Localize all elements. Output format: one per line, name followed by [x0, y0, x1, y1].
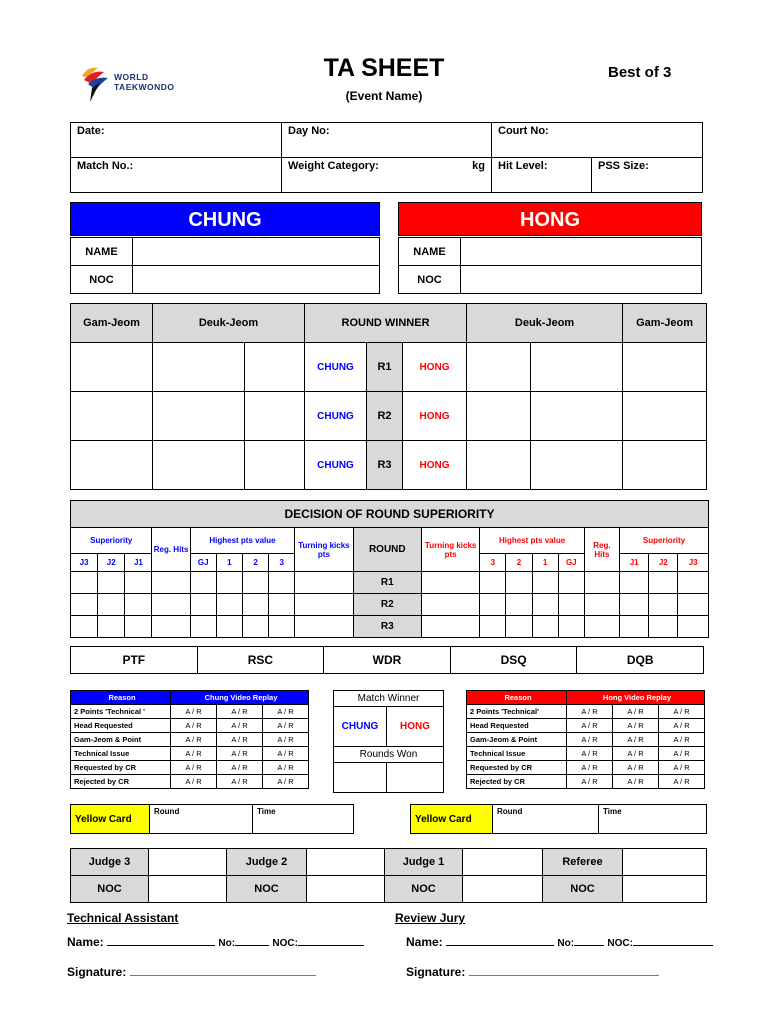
hong-yellow-card-round[interactable]: Round — [493, 805, 599, 834]
hong-name-field[interactable] — [461, 238, 702, 266]
match-winner-title: Match Winner — [334, 691, 444, 707]
hong-deuk-jeom-cell[interactable] — [531, 343, 623, 392]
dec-cell[interactable] — [242, 616, 268, 638]
judge-1-label: Judge 1 — [385, 849, 463, 876]
hong-deuk-jeom-cell[interactable] — [467, 343, 531, 392]
chung-name-label: NAME — [71, 238, 133, 266]
day-no-field[interactable]: Day No: — [282, 123, 492, 158]
dec-cell[interactable] — [532, 572, 558, 594]
ar-cell[interactable]: A / R — [659, 733, 705, 747]
dec-cell[interactable] — [421, 594, 479, 616]
round-winner-hong[interactable]: HONG — [403, 392, 467, 441]
ar-cell[interactable]: A / R — [217, 775, 263, 789]
best-of-label: Best of 3 — [608, 64, 672, 81]
hong-deuk-jeom-cell[interactable] — [467, 441, 531, 490]
chung-gam-jeom-cell[interactable] — [71, 343, 153, 392]
dec-cell[interactable] — [71, 572, 98, 594]
dec-cell[interactable] — [584, 572, 619, 594]
referee-noc-field[interactable] — [623, 876, 707, 903]
round-winner-chung[interactable]: CHUNG — [305, 392, 367, 441]
dec-cell[interactable] — [558, 572, 584, 594]
dec-cell[interactable] — [216, 572, 242, 594]
round-score-table — [70, 303, 707, 490]
weight-category-label: Weight Category: — [288, 160, 379, 172]
ar-cell[interactable]: A / R — [217, 705, 263, 719]
replay-reason: 2 Points 'Technical' — [467, 705, 567, 719]
judge-2-field[interactable] — [307, 849, 385, 876]
dec-cell[interactable] — [190, 594, 216, 616]
hong-gam-jeom-cell[interactable] — [623, 343, 707, 392]
chung-judge-label: J3 — [71, 554, 98, 572]
dec-cell[interactable] — [216, 594, 242, 616]
replay-reason: 2 Points 'Technical ' — [71, 705, 171, 719]
event-name: (Event Name) — [345, 89, 423, 103]
hong-reason-header: Reason — [467, 691, 567, 705]
dec-cell[interactable] — [295, 616, 353, 638]
dec-cell[interactable] — [506, 616, 532, 638]
dec-cell[interactable] — [532, 616, 558, 638]
ta-no-line[interactable] — [235, 945, 269, 946]
ar-cell[interactable]: A / R — [613, 705, 659, 719]
dec-cell[interactable] — [584, 616, 619, 638]
replay-reason: Technical Issue — [71, 747, 171, 761]
chung-video-replay-header: Chung Video Replay — [171, 691, 309, 705]
result-rsc[interactable]: RSC — [197, 647, 324, 674]
replay-reason: Head Requested — [467, 719, 567, 733]
result-ptf[interactable]: PTF — [71, 647, 198, 674]
ar-cell[interactable]: A / R — [263, 705, 309, 719]
dec-cell[interactable] — [152, 594, 190, 616]
replay-reason: Technical Issue — [467, 747, 567, 761]
ta-name-row — [67, 935, 364, 949]
dec-cell[interactable] — [421, 616, 479, 638]
ta-signature-line[interactable] — [130, 975, 316, 976]
logo-text-line2: TAEKWONDO — [114, 82, 175, 92]
result-wdr[interactable]: WDR — [324, 647, 451, 674]
judge-2-label: Judge 2 — [227, 849, 307, 876]
dec-cell[interactable] — [506, 594, 532, 616]
chung-superiority-header: Superiority — [71, 528, 152, 554]
judge-1-noc-field[interactable] — [463, 876, 543, 903]
court-no-field[interactable]: Court No: — [492, 123, 703, 158]
hong-superiority-header: Superiority — [620, 528, 709, 554]
ar-cell[interactable]: A / R — [217, 761, 263, 775]
superiority-round-label: R2 — [353, 594, 421, 616]
round-superiority-table — [70, 500, 709, 638]
result-dqb[interactable]: DQB — [577, 647, 704, 674]
chung-deuk-jeom-cell[interactable] — [245, 343, 305, 392]
match-winner-hong[interactable]: HONG — [387, 707, 444, 747]
rj-no-line[interactable] — [574, 945, 604, 946]
dec-cell[interactable] — [152, 616, 190, 638]
dec-cell[interactable] — [480, 616, 506, 638]
ar-cell[interactable]: A / R — [263, 747, 309, 761]
dec-cell[interactable] — [269, 616, 295, 638]
chung-highest-pts-header: Highest pts value — [190, 528, 295, 554]
chung-athlete-table — [70, 237, 380, 294]
judge-3-field[interactable] — [149, 849, 227, 876]
dec-cell[interactable] — [125, 616, 152, 638]
judge-1-noc-label: NOC — [385, 876, 463, 903]
dec-cell[interactable] — [295, 572, 353, 594]
hong-yellow-card-table — [410, 804, 707, 834]
ta-name-line[interactable] — [107, 945, 215, 946]
ar-cell[interactable]: A / R — [263, 719, 309, 733]
rj-name-line[interactable] — [446, 945, 554, 946]
ar-cell[interactable]: A / R — [217, 747, 263, 761]
superiority-row-r3 — [71, 616, 709, 638]
hong-rounds-won-cell[interactable] — [387, 763, 444, 793]
judge-3-label: Judge 3 — [71, 849, 149, 876]
dec-cell[interactable] — [421, 572, 479, 594]
chung-reason-header: Reason — [71, 691, 171, 705]
round-label: R2 — [367, 392, 403, 441]
chung-noc-label: NOC — [71, 266, 133, 294]
ar-cell[interactable]: A / R — [659, 761, 705, 775]
superiority-row-r1 — [71, 572, 709, 594]
replay-reason: Gam-Jeom & Point — [467, 733, 567, 747]
hong-name-label: NAME — [399, 238, 461, 266]
hong-athlete-table — [398, 237, 702, 294]
ar-cell[interactable]: A / R — [659, 705, 705, 719]
superiority-round-label: R3 — [353, 616, 421, 638]
ar-cell[interactable]: A / R — [613, 761, 659, 775]
dec-cell[interactable] — [584, 594, 619, 616]
judge-3-noc-label: NOC — [71, 876, 149, 903]
replay-reason: Requested by CR — [71, 761, 171, 775]
chung-pts-label: GJ — [190, 554, 216, 572]
hong-highest-pts-header: Highest pts value — [480, 528, 585, 554]
ar-cell[interactable]: A / R — [171, 733, 217, 747]
hong-deuk-jeom-cell[interactable] — [531, 392, 623, 441]
rj-noc-line[interactable] — [633, 945, 713, 946]
hong-judge-label: J1 — [620, 554, 649, 572]
round-winner-chung[interactable]: CHUNG — [305, 441, 367, 490]
chung-reg-hits-header: Reg. Hits — [152, 528, 190, 572]
rounds-won-label: Rounds Won — [334, 747, 444, 763]
match-winner-chung[interactable]: CHUNG — [334, 707, 387, 747]
ta-signature-row — [67, 965, 316, 979]
dec-cell[interactable] — [558, 616, 584, 638]
ar-cell[interactable]: A / R — [171, 705, 217, 719]
superiority-title: DECISION OF ROUND SUPERIORITY — [71, 501, 709, 528]
hong-turning-kicks-header: Turning kicks pts — [421, 528, 479, 572]
replay-reason: Requested by CR — [467, 761, 567, 775]
hong-gam-jeom-header: Gam-Jeom — [623, 304, 707, 343]
ar-cell[interactable]: A / R — [659, 775, 705, 789]
chung-name-field[interactable] — [133, 238, 380, 266]
ar-cell[interactable]: A / R — [567, 705, 613, 719]
kg-unit: kg — [472, 160, 485, 172]
round-winner-chung[interactable]: CHUNG — [305, 343, 367, 392]
chung-turning-kicks-header: Turning kicks pts — [295, 528, 353, 572]
round-label: R3 — [367, 441, 403, 490]
chung-judge-label: J1 — [125, 554, 152, 572]
ar-cell[interactable]: A / R — [171, 747, 217, 761]
ar-cell[interactable]: A / R — [171, 761, 217, 775]
judge-2-noc-field[interactable] — [307, 876, 385, 903]
chung-yellow-card-label: Yellow Card — [71, 805, 150, 834]
ar-cell[interactable]: A / R — [263, 733, 309, 747]
officials-table — [70, 848, 707, 903]
pss-size-field[interactable]: PSS Size: — [592, 158, 703, 193]
chung-pts-label: 2 — [242, 554, 268, 572]
hong-gam-jeom-cell[interactable] — [623, 392, 707, 441]
match-no-field[interactable]: Match No.: — [71, 158, 282, 193]
date-field[interactable]: Date: — [71, 123, 282, 158]
round-label: R1 — [367, 343, 403, 392]
replay-reason: Rejected by CR — [71, 775, 171, 789]
chung-judge-label: J2 — [98, 554, 125, 572]
chung-video-replay-table — [70, 690, 309, 789]
hong-pts-label: 2 — [506, 554, 532, 572]
ar-cell[interactable]: A / R — [567, 775, 613, 789]
replay-reason: Rejected by CR — [467, 775, 567, 789]
hong-judge-label: J3 — [678, 554, 709, 572]
dec-cell[interactable] — [269, 594, 295, 616]
dec-cell[interactable] — [216, 616, 242, 638]
match-winner-table — [333, 690, 444, 793]
dec-cell[interactable] — [125, 572, 152, 594]
hong-noc-field[interactable] — [461, 266, 702, 294]
score-row-r1 — [71, 343, 707, 392]
dec-cell[interactable] — [558, 594, 584, 616]
dec-cell[interactable] — [678, 616, 709, 638]
dec-cell[interactable] — [242, 594, 268, 616]
dec-cell[interactable] — [71, 616, 98, 638]
chung-gam-jeom-cell[interactable] — [71, 392, 153, 441]
ar-cell[interactable]: A / R — [567, 747, 613, 761]
referee-field[interactable] — [623, 849, 707, 876]
ar-cell[interactable]: A / R — [217, 719, 263, 733]
dec-cell[interactable] — [242, 572, 268, 594]
chung-yellow-card-time[interactable]: Time — [253, 805, 354, 834]
dec-cell[interactable] — [678, 572, 709, 594]
ar-cell[interactable]: A / R — [567, 761, 613, 775]
ar-cell[interactable]: A / R — [171, 719, 217, 733]
match-info-table — [70, 122, 703, 193]
dec-cell[interactable] — [678, 594, 709, 616]
ta-name-label: Name: — [67, 935, 104, 949]
ta-noc-label: NOC: — [272, 938, 298, 949]
chung-deuk-jeom-cell[interactable] — [245, 441, 305, 490]
ar-cell[interactable]: A / R — [567, 733, 613, 747]
hit-level-field[interactable]: Hit Level: — [492, 158, 592, 193]
rj-signature-row — [406, 965, 659, 979]
round-winner-header: ROUND WINNER — [305, 304, 467, 343]
hong-pts-label: 1 — [532, 554, 558, 572]
score-row-r2 — [71, 392, 707, 441]
ar-cell[interactable]: A / R — [263, 775, 309, 789]
rj-signature-line[interactable] — [469, 975, 659, 976]
ar-cell[interactable]: A / R — [263, 761, 309, 775]
judge-2-noc-label: NOC — [227, 876, 307, 903]
rj-signature-label: Signature: — [406, 965, 466, 979]
dec-cell[interactable] — [98, 616, 125, 638]
superiority-row-r2 — [71, 594, 709, 616]
chung-deuk-jeom-cell[interactable] — [153, 343, 245, 392]
dec-cell[interactable] — [295, 594, 353, 616]
ar-cell[interactable]: A / R — [613, 733, 659, 747]
referee-noc-label: NOC — [543, 876, 623, 903]
chung-banner: CHUNG — [70, 202, 380, 236]
ar-cell[interactable]: A / R — [659, 719, 705, 733]
chung-yellow-card-table — [70, 804, 354, 834]
round-winner-hong[interactable]: HONG — [403, 441, 467, 490]
review-jury-heading: Review Jury — [395, 911, 466, 925]
judge-3-noc-field[interactable] — [149, 876, 227, 903]
hong-deuk-jeom-cell[interactable] — [531, 441, 623, 490]
dec-cell[interactable] — [190, 572, 216, 594]
ta-no-label: No: — [218, 938, 236, 949]
dec-cell[interactable] — [71, 594, 98, 616]
dec-cell[interactable] — [649, 572, 678, 594]
dec-cell[interactable] — [125, 594, 152, 616]
hong-yellow-card-label: Yellow Card — [411, 805, 493, 834]
dec-cell[interactable] — [532, 594, 558, 616]
chung-gam-jeom-header: Gam-Jeom — [71, 304, 153, 343]
dec-cell[interactable] — [620, 616, 649, 638]
rj-noc-label: NOC: — [607, 938, 633, 949]
dec-cell[interactable] — [98, 572, 125, 594]
hong-noc-label: NOC — [399, 266, 461, 294]
result-dsq[interactable]: DSQ — [450, 647, 577, 674]
chung-deuk-jeom-cell[interactable] — [153, 441, 245, 490]
logo-text-line1: WORLD — [114, 72, 149, 82]
hong-judge-label: J2 — [649, 554, 678, 572]
rj-name-row — [406, 935, 713, 949]
hong-pts-label: 3 — [480, 554, 506, 572]
ar-cell[interactable]: A / R — [613, 775, 659, 789]
hong-yellow-card-time[interactable]: Time — [599, 805, 707, 834]
judge-1-field[interactable] — [463, 849, 543, 876]
ar-cell[interactable]: A / R — [613, 719, 659, 733]
dec-cell[interactable] — [269, 572, 295, 594]
chung-noc-field[interactable] — [133, 266, 380, 294]
rj-name-label: Name: — [406, 935, 443, 949]
page-title: TA SHEET — [323, 54, 445, 82]
hong-banner: HONG — [398, 202, 702, 236]
chung-deuk-jeom-header: Deuk-Jeom — [153, 304, 305, 343]
ta-noc-line[interactable] — [298, 945, 364, 946]
round-winner-hong[interactable]: HONG — [403, 343, 467, 392]
ar-cell[interactable]: A / R — [613, 747, 659, 761]
result-type-table — [70, 646, 704, 674]
replay-reason: Head Requested — [71, 719, 171, 733]
score-row-r3 — [71, 441, 707, 490]
dec-cell[interactable] — [98, 594, 125, 616]
hong-gam-jeom-cell[interactable] — [623, 441, 707, 490]
weight-category-field[interactable] — [282, 158, 492, 193]
hong-pts-label: GJ — [558, 554, 584, 572]
chung-pts-label: 3 — [269, 554, 295, 572]
dec-cell[interactable] — [620, 572, 649, 594]
chung-deuk-jeom-cell[interactable] — [245, 392, 305, 441]
dec-cell[interactable] — [649, 594, 678, 616]
ar-cell[interactable]: A / R — [659, 747, 705, 761]
replay-reason: Gam-Jeom & Point — [71, 733, 171, 747]
hong-reg-hits-header: Reg. Hits — [584, 528, 619, 572]
chung-rounds-won-cell[interactable] — [334, 763, 387, 793]
chung-yellow-card-round[interactable]: Round — [150, 805, 253, 834]
superiority-round-header: ROUND — [353, 528, 421, 572]
hong-deuk-jeom-cell[interactable] — [467, 392, 531, 441]
ar-cell[interactable]: A / R — [171, 775, 217, 789]
dec-cell[interactable] — [480, 594, 506, 616]
technical-assistant-heading: Technical Assistant — [67, 911, 179, 925]
ar-cell[interactable]: A / R — [217, 733, 263, 747]
dec-cell[interactable] — [190, 616, 216, 638]
hong-video-replay-table — [466, 690, 705, 789]
dec-cell[interactable] — [506, 572, 532, 594]
ta-signature-label: Signature: — [67, 965, 127, 979]
superiority-round-label: R1 — [353, 572, 421, 594]
dec-cell[interactable] — [480, 572, 506, 594]
ar-cell[interactable]: A / R — [567, 719, 613, 733]
chung-deuk-jeom-cell[interactable] — [153, 392, 245, 441]
hong-deuk-jeom-header: Deuk-Jeom — [467, 304, 623, 343]
hong-video-replay-header: Hong Video Replay — [567, 691, 705, 705]
chung-pts-label: 1 — [216, 554, 242, 572]
referee-label: Referee — [543, 849, 623, 876]
dec-cell[interactable] — [620, 594, 649, 616]
dec-cell[interactable] — [152, 572, 190, 594]
chung-gam-jeom-cell[interactable] — [71, 441, 153, 490]
rj-no-label: No: — [557, 938, 575, 949]
dec-cell[interactable] — [649, 616, 678, 638]
